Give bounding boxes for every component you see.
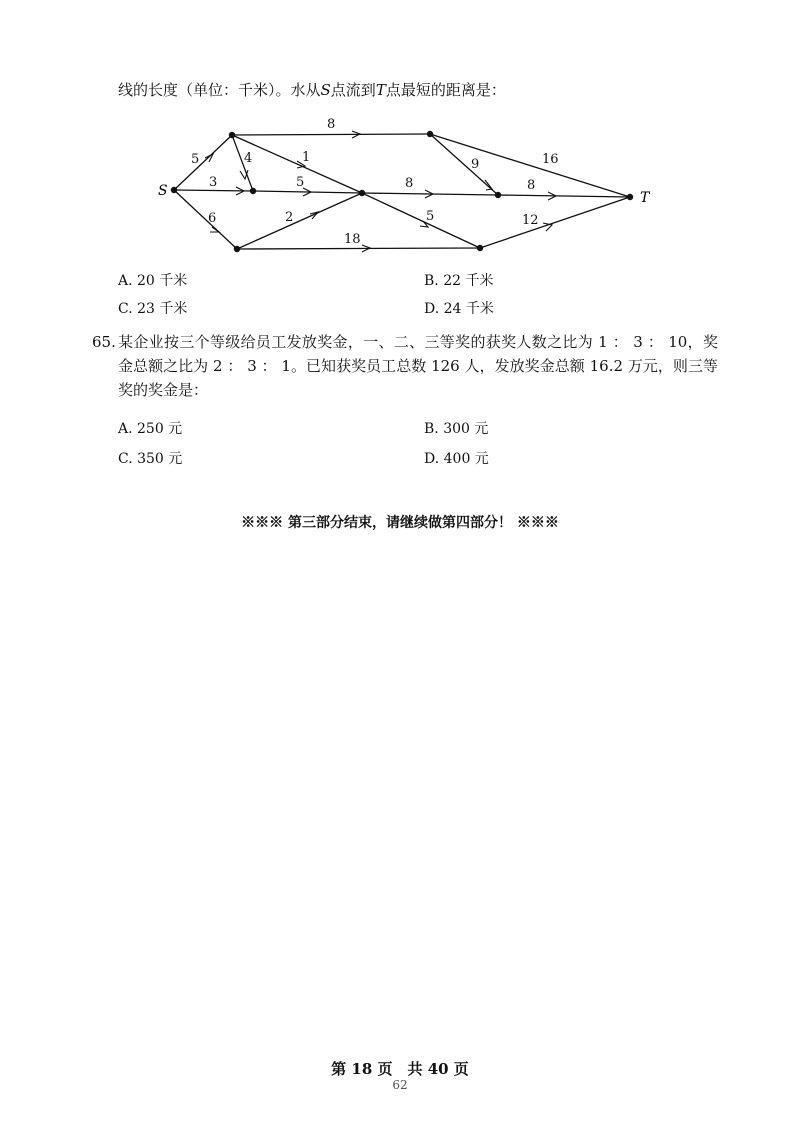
- q64-network-graph: [0, 0, 800, 270]
- weight-e-t: 16: [542, 152, 559, 167]
- edge-c-f: [362, 193, 498, 195]
- edge-g-t: [480, 197, 630, 248]
- q65-option-b[interactable]: B. 300 元: [424, 421, 489, 437]
- label-source-s: S: [158, 183, 168, 199]
- q64-option-c[interactable]: C. 23 千米: [118, 301, 188, 317]
- page-number: 第 18 页 共 40 页: [331, 1060, 469, 1078]
- arrow-g-t: [543, 223, 552, 231]
- weight-b-c: 5: [296, 175, 305, 190]
- node-t: [627, 194, 633, 200]
- weight-f-t: 8: [527, 178, 536, 193]
- section-end-note: ※※※ 第三部分结束，请继续做第四部分！ ※※※: [241, 515, 559, 531]
- node-f: [495, 192, 501, 198]
- weight-a-b: 4: [244, 151, 253, 166]
- edge-c-g: [362, 193, 480, 248]
- q64-var-s: S: [320, 81, 331, 99]
- weight-s-b: 3: [209, 175, 218, 190]
- node-s: [171, 187, 177, 193]
- q65-number: 65.: [92, 333, 116, 351]
- edge-b-c: [253, 191, 362, 193]
- edge-s-a: [174, 135, 232, 190]
- sheet-number: 62: [392, 1078, 408, 1092]
- edge-e-f: [430, 134, 498, 195]
- q64-option-d[interactable]: D. 24 千米: [424, 301, 494, 317]
- q64-stem-tail: 点最短的距离是：: [385, 81, 506, 99]
- node-g: [477, 245, 483, 251]
- edge-d-g: [237, 248, 480, 249]
- q64-option-b[interactable]: B. 22 千米: [424, 273, 494, 289]
- edge-s-d: [174, 190, 237, 249]
- node-b: [250, 188, 256, 194]
- weight-g-t: 12: [522, 213, 539, 228]
- node-a: [229, 132, 235, 138]
- weight-d-c: 2: [285, 210, 294, 225]
- q65-option-c[interactable]: C. 350 元: [118, 451, 183, 467]
- q64-option-a[interactable]: A. 20 千米: [118, 273, 188, 289]
- edge-a-e: [232, 134, 430, 135]
- node-e: [427, 131, 433, 137]
- q65-stem: 某企业按三个等级给员工发放奖金，一、二、三等奖的获奖人数之比为 1 ： 3 ： 10，奖金总额之比为 2 ： 3 ： 1。已知获奖员工总数 126 人，发放奖金总额 16.2 万元，则三等奖的奖金是：: [118, 333, 718, 399]
- q65-option-a[interactable]: A. 250 元: [118, 421, 183, 437]
- node-d: [234, 246, 240, 252]
- weight-c-g: 5: [426, 209, 435, 224]
- weight-c-f: 8: [405, 176, 414, 191]
- q64-stem-intro: 线的长度（单位：千米）。水从: [118, 81, 321, 99]
- weight-d-g: 18: [344, 232, 361, 247]
- weight-e-f: 9: [471, 157, 480, 172]
- edge-f-t: [498, 195, 630, 197]
- node-c: [359, 190, 365, 196]
- q64-stem-mid: 点流到: [330, 81, 376, 99]
- arrow-s-a: [205, 154, 213, 162]
- label-target-t: T: [640, 190, 650, 206]
- q64-var-t: T: [375, 81, 386, 99]
- weight-s-a: 5: [191, 152, 200, 167]
- weight-a-c: 1: [302, 150, 311, 165]
- q65-option-d[interactable]: D. 400 元: [424, 451, 489, 467]
- weight-a-e: 8: [327, 117, 336, 132]
- weight-s-d: 6: [208, 211, 217, 226]
- arrow-a-b: [240, 170, 248, 179]
